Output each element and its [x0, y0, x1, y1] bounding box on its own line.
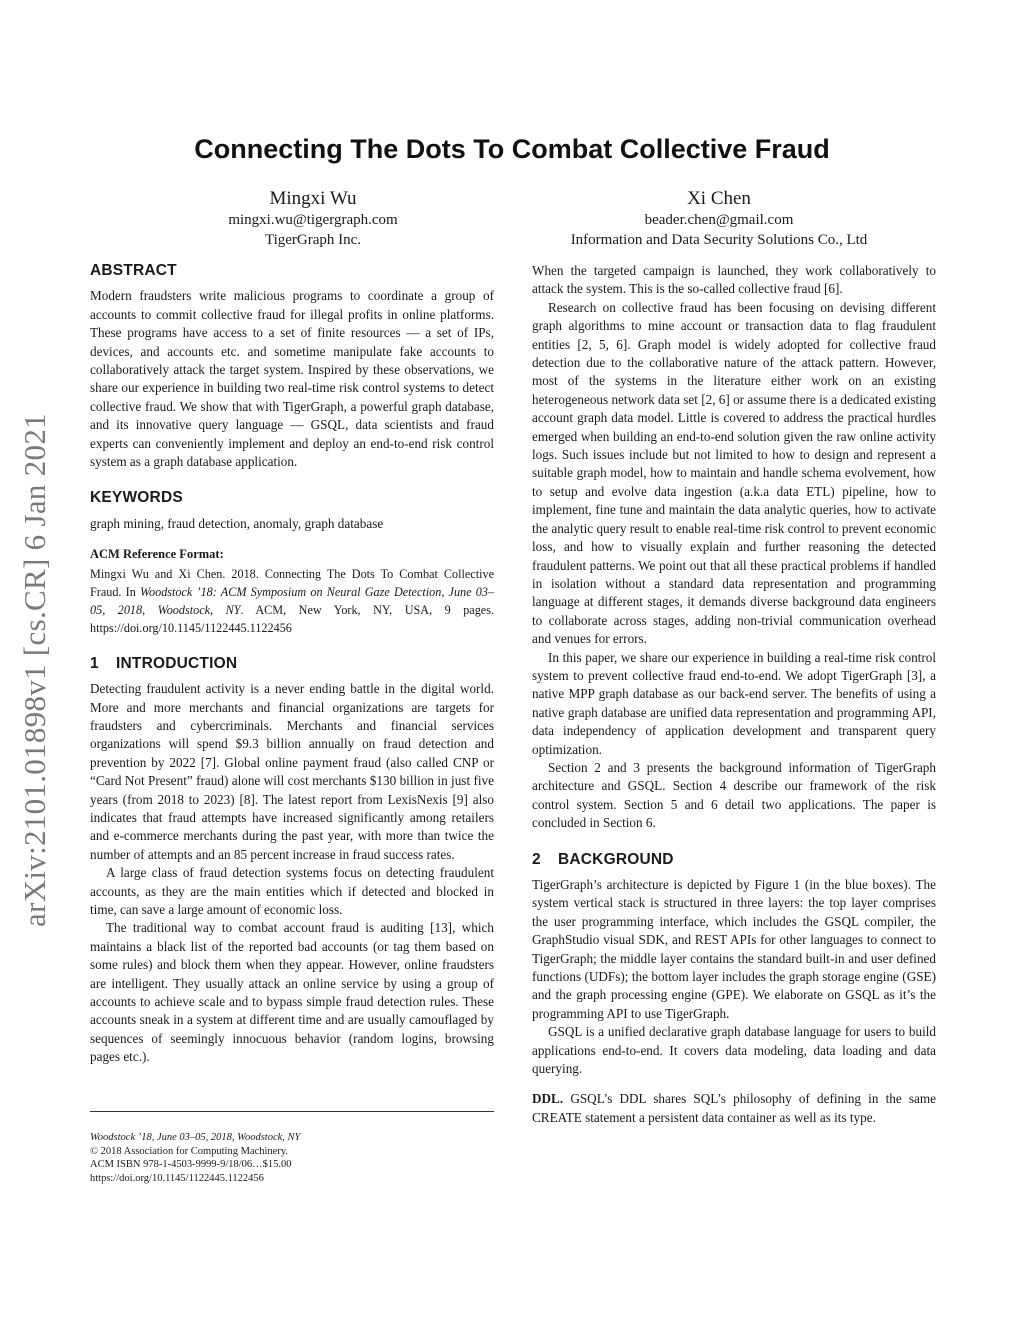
- footnote-copyright: © 2018 Association for Computing Machinery.: [90, 1145, 289, 1157]
- intro-continued-paragraph-1: When the targeted campaign is launched, they work collaboratively to attack the system. This is the so-called collective fraud [6].: [532, 263, 936, 297]
- section-title: BACKGROUND: [558, 850, 674, 868]
- left-column: [90, 262, 494, 1067]
- paper-title: Connecting The Dots To Combat Collective Fraud: [194, 134, 830, 164]
- background-paragraph-2: GSQL is a unified declarative graph database language for users to build applications end-to-end. It covers data modeling, data loading and data querying.: [532, 1024, 936, 1077]
- right-column: [532, 262, 936, 1127]
- arxiv-stamp: [18, 370, 52, 970]
- author-name: Mingxi Wu: [269, 188, 357, 209]
- arxiv-stamp-text: arXiv:2101.01898v1 [cs.CR] 6 Jan 2021: [17, 413, 52, 927]
- intro-paragraph-1: Detecting fraudulent activity is a never ending battle in the digital world. More and more merchants and financial organizations are targets for fraudsters and cybercriminals. Merchants and financial services organizations will spend $9.3 billion annually on fraud detection and prevention by 2022 [7]. Global online payment fraud (also called CNP or “Card Not Present” fraud) alone will cost merchants $130 billion in just five years (from 2018 to 2023) [8]. The latest report from LexisNexis [9] also indicates that fraud attempts have increased significantly among retailers and e-commerce merchants during the past year, with more than twice the number of attempts and an 85 percent increase in fraud success rates.: [90, 681, 494, 862]
- section-number: 1: [90, 654, 99, 672]
- intro-continued-paragraph-3: In this paper, we share our experience in building a real-time risk control system to prevent collective fraud end-to-end. We adopt TigerGraph [3], a native MPP graph database as our back-end server. The benefits of using a native graph database are unified data representation and programming API, data independency of application development and transparent query optimization.: [532, 649, 936, 757]
- footnote-doi[interactable]: https://doi.org/10.1145/1122445.1122456: [90, 1173, 264, 1185]
- section-number: 2: [532, 850, 541, 868]
- footnote-venue: Woodstock ’18, June 03–05, 2018, Woodstock, NY: [90, 1132, 301, 1143]
- ddl-text: GSQL’s DDL shares SQL’s philosophy of defining in the same CREATE statement a persistent data container as well as its type.: [532, 1091, 936, 1125]
- intro-paragraph-3: The traditional way to combat account fraud is auditing [13], which maintains a black list of the reported bad accounts (or tag them based on some rules) and block them when they appear. However, online fraudsters are intelligent. They usually attack an online service by using a group of accounts to achieve scale and to bypass simple fraud detection rules. These accounts sneak in a system at different time and are usually camouflaged by sequences of seemingly innocuous behavior (random logins, browsing pages etc.).: [90, 920, 494, 1065]
- acm-reference-heading: ACM Reference Format:: [90, 547, 224, 562]
- introduction-heading: [90, 655, 494, 673]
- keywords-text: graph mining, fraud detection, anomaly, graph database: [90, 515, 384, 531]
- intro-continued-paragraph-4: Section 2 and 3 presents the background information of TigerGraph architecture and GSQL. Section 4 describe our framework of the risk control system. Section 5 and 6 detail two applications. The paper is concluded in Section 6.: [532, 759, 936, 831]
- author-affiliation: Information and Data Security Solutions Co., Ltd: [570, 232, 868, 248]
- footnote-isbn: ACM ISBN 978-1-4503-9999-9/18/06…$15.00: [90, 1159, 292, 1171]
- abstract-heading: ABSTRACT: [90, 262, 177, 279]
- keywords-heading: KEYWORDS: [90, 489, 183, 507]
- section-title: INTRODUCTION: [116, 654, 238, 672]
- background-paragraph-1: TigerGraph’s architecture is depicted by Figure 1 (in the blue boxes). The system vertical stack is structured in three layers: the top layer comprises the user programming interface, which includes the GSQL compiler, the GraphStudio visual SDK, and REST APIs for other languages to connect to TigerGraph; the middle layer contains the standard built-in and user defined functions (UDFs); the bottom layer includes the graph storage engine (GSE) and the graph processing engine (GPE). We elaborate on GSQL as it’s the programming API to use TigerGraph.: [532, 877, 936, 1021]
- intro-continued-paragraph-2: Research on collective fraud has been focusing on devising different graph algorithms to mine account or transaction data to flag fraudulent entities [2, 5, 6]. Graph model is widely adopted for collective fraud detection due to the collaborative nature of the attack pattern. However, most of the systems in the literature either work on an existing heterogeneous network data set [2, 6] or assume there is a dedicated existing account graph data model. Little is covered to address the practical hurdles emerged when building an end-to-end solution given the raw online activity logs. Such issues include but not limited to how to design and represent a suitable graph model, how to maintain and handle schema evolvement, how to setup and evolve data ingestion (a.k.a data ETL) pipeline, how to implement, fine tune and maintain the data analytic queries, how to activate the analytic query result to enable real-time risk control to prevent economic loss, and how to visually explain and further reasoning the detected fraudulent patterns. We point out that all these practical problems if handled in isolation without a standard data representation and programming language at different stages, it demands diverse background data engineers to collaborate across stages, adding non-trivial communication overhead and venues for errors.: [532, 299, 936, 647]
- acm-reference-venue: Woodstock ’18: ACM Symposium on Neural Gaze Detection, June 03–05, 2018, Woodstock, NY: [90, 584, 494, 617]
- author-block-1: [160, 188, 466, 250]
- author-affiliation: TigerGraph Inc.: [264, 232, 362, 248]
- author-block-2: [520, 188, 918, 250]
- acm-reference-text: [90, 565, 494, 637]
- acm-reference-part2: . ACM, New York, NY, USA, 9 pages. https://doi.org/10.1145/1122445.1122456: [90, 602, 495, 635]
- acm-reference-part1: Mingxi Wu and Xi Chen. 2018. Connecting The Dots To Combat Collective Fraud. In: [90, 566, 494, 599]
- ddl-label: DDL.: [532, 1091, 564, 1107]
- footnote: [90, 1131, 494, 1186]
- author-email[interactable]: mingxi.wu@tigergraph.com: [228, 212, 398, 228]
- author-name: Xi Chen: [687, 188, 751, 209]
- author-email[interactable]: beader.chen@gmail.com: [644, 212, 794, 228]
- footnote-divider: [90, 1111, 494, 1112]
- abstract-text: Modern fraudsters write malicious programs to coordinate a group of accounts to commit collective fraud for illegal profits in online platforms. These programs have access to a set of finite resources — a set of IPs, devices, and accounts etc. and sometime manipulate fake accounts to collaboratively attack the target system. Inspired by these observations, we share our experience in building two real-time risk control systems to detect collective fraud. We show that with TigerGraph, a powerful graph database, and its innovative query language — GSQL, data scientists and fraud experts can conveniently implement and deploy an end-to-end risk control system as a graph database application.: [90, 288, 494, 470]
- ddl-paragraph: [532, 1090, 936, 1127]
- intro-paragraph-2: A large class of fraud detection systems focus on detecting fraudulent accounts, as they are the main entities which if detected and blocked in time, can save a large amount of economic loss.: [90, 865, 494, 917]
- background-heading: [532, 851, 936, 869]
